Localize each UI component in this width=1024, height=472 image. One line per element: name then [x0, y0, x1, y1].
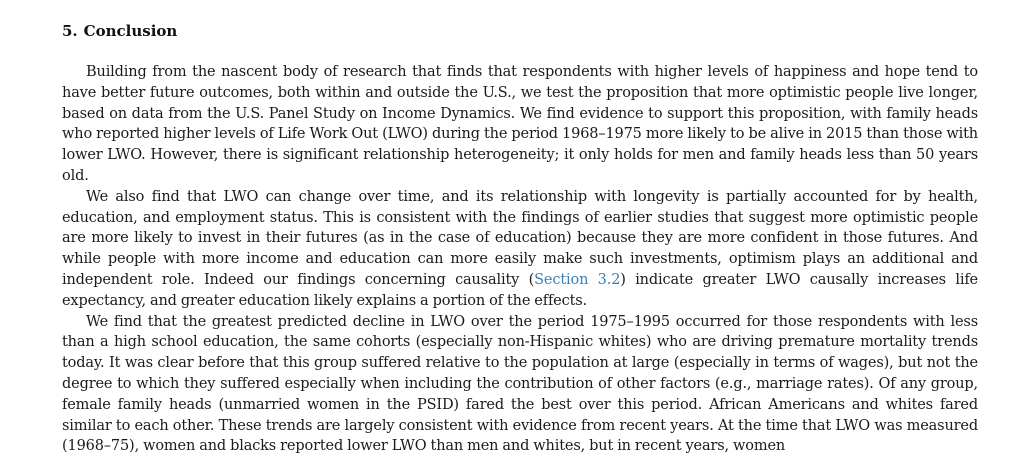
section-title: Conclusion [83, 22, 178, 40]
paragraph-2-text-before: We also find that LWO can change over time, and its relationship with longevity is partially accounted for by health, education, and employment status. This is consistent with the findings of earlier studies that suggest more optimistic people are more likely to invest in their futures (as in the case of education) because they are more confident in those futures. And while people with more income and education can more easily make such investments, optimism plays an additional and independent role. Indeed our findings concerning causality ( [62, 188, 978, 288]
section-heading [62, 20, 978, 42]
paragraph-2-text-after: ) indicate greater LWO causally increases life expectancy, and greater education likely explains a portion of the effects. [62, 271, 978, 309]
article-section [62, 20, 978, 457]
paragraph-2 [62, 187, 978, 312]
paragraph-3: We find that the greatest predicted decline in LWO over the period 1975–1995 occurred for those respondents with less than a high school education, the same cohorts (especially non-Hispanic whites) who are driving premature mortality trends today. It was clear before that this group suffered relative to the population at large (especially in terms of wages), but not the degree to which they suffered especially when including the contribution of other factors (e.g., marriage rates). Of any group, female family heads (unmarried women in the PSID) fared the best over this period. African Americans and whites fared similar to each other. These trends are largely consistent with evidence from recent years. At the time that LWO was measured (1968–75), women and blacks reported lower LWO than men and whites, but in recent years, women [62, 313, 978, 455]
paragraph-1: Building from the nascent body of research that finds that respondents with higher levels of happiness and hope tend to have better future outcomes, both within and outside the U.S., we test the proposition that more optimistic people live longer, based on data from the U.S. Panel Study on Income Dynamics. We find evidence to support this proposition, with family heads who reported higher levels of Life Work Out (LWO) during the period 1968–1975 more likely to be alive in 2015 than those with lower LWO. However, there is significant relationship heterogeneity; it only holds for men and family heads less than 50 years old. [62, 64, 978, 184]
section-number: 5. [62, 22, 78, 40]
section-3-2-link[interactable]: Section 3.2 [534, 271, 621, 288]
